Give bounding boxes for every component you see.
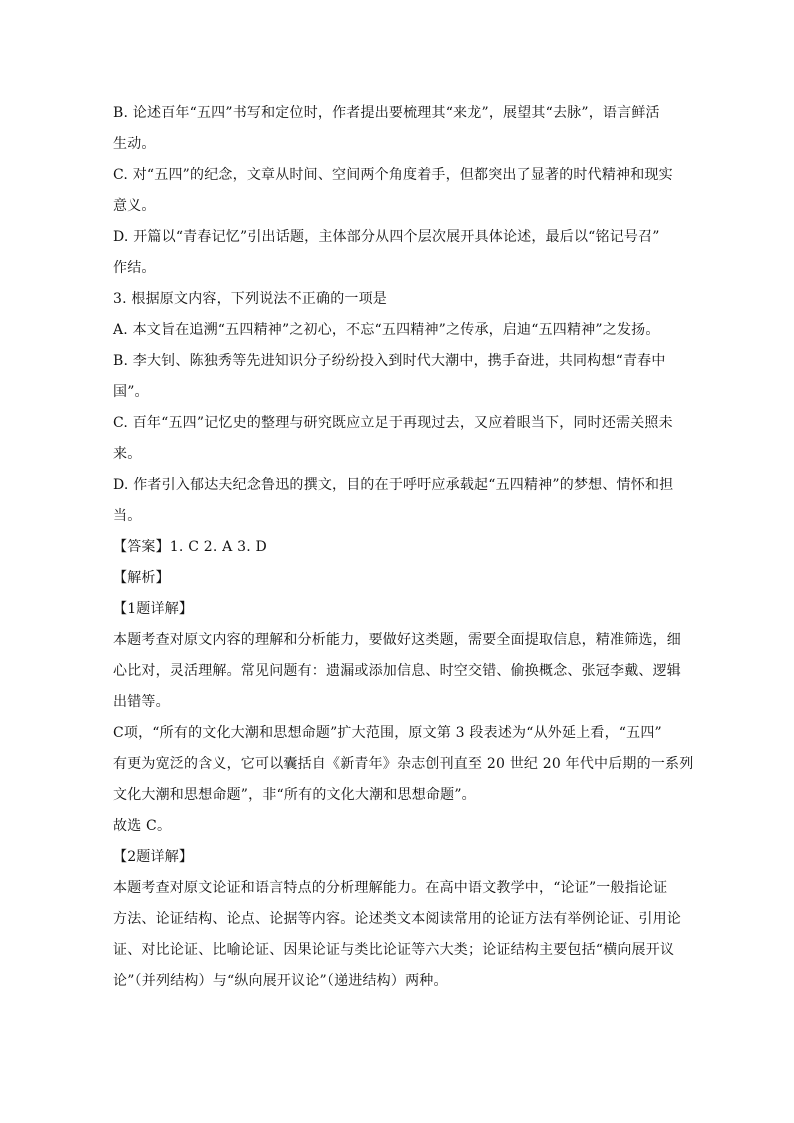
q3-option-a: A. 本文旨在追溯“五四精神”之初心，不忘“五四精神”之传承，启迪“五四精神”之发扬。 — [113, 322, 660, 338]
q1-explanation-line-1: 本题考查对原文内容的理解和分析能力，要做好这类题，需要全面提取信息，精准筛选，细 — [113, 632, 681, 648]
q3-option-d-line-2: 当。 — [113, 508, 142, 524]
q2-explanation-line-2: 方法、论证结构、论点、论据等内容。论述类文本阅读常用的论证方法有举例论证、引用论 — [113, 911, 681, 927]
analysis-heading: 【解析】 — [113, 570, 170, 586]
question-3-stem: 3. 根据原文内容，下列说法不正确的一项是 — [113, 291, 388, 307]
q3-option-b-line-2: 国”。 — [113, 384, 149, 400]
option-b-line-1: B. 论述百年“五四”书写和定位时，作者提出要梳理其“来龙”，展望其“去脉”，语言鲜活 — [113, 105, 660, 121]
q2-explanation-line-4: 论”（并列结构）与“纵向展开议论”（递进结构）两种。 — [113, 973, 448, 989]
q2-explanation-line-1: 本题考查对原文论证和语言特点的分析理解能力。在高中语文教学中，“论证”一般指论证 — [113, 880, 668, 896]
q1-item-c-line-2: 有更为宽泛的含义，它可以囊括自《新青年》杂志创刊直至 20 世纪 20 年代中后期的一系列 — [113, 756, 694, 772]
option-d-line-1: D. 开篇以“青春记忆”引出话题，主体部分从四个层次展开具体论述，最后以“铭记号召” — [113, 229, 660, 245]
option-c-line-2: 意义。 — [113, 198, 156, 214]
q2-explanation-line-3: 证、对比论证、比喻论证、因果论证与类比论证等六大类；论证结构主要包括“横向展开议 — [113, 942, 675, 958]
option-b-line-2: 生动。 — [113, 136, 156, 152]
answer-line: 【答案】1. C 2. A 3. D — [113, 539, 267, 555]
q3-option-b-line-1: B. 李大钊、陈独秀等先进知识分子纷纷投入到时代大潮中，携手奋进，共同构想“青春中 — [113, 353, 666, 369]
q1-choice: 故选 C。 — [113, 818, 172, 834]
document-body — [113, 98, 694, 997]
q2-explanation-heading: 【2题详解】 — [113, 849, 194, 865]
option-c-line-1: C. 对“五四”的纪念，文章从时间、空间两个角度着手，但都突出了显著的时代精神和现实 — [113, 167, 673, 183]
q1-explanation-line-2: 心比对，灵活理解。常见问题有：遗漏或添加信息、时空交错、偷换概念、张冠李戴、逻辑 — [113, 663, 681, 679]
q3-option-c-line-1: C. 百年“五四”记忆史的整理与研究既应立足于再现过去，又应着眼当下，同时还需关照未 — [113, 415, 673, 431]
q1-explanation-heading: 【1题详解】 — [113, 601, 194, 617]
option-d-line-2: 作结。 — [113, 260, 156, 276]
q3-option-d-line-1: D. 作者引入郁达夫纪念鲁迅的撰文，目的在于呼吁应承载起“五四精神”的梦想、情怀和担 — [113, 477, 674, 493]
q1-item-c-line-1: C项，“所有的文化大潮和思想命题”扩大范围，原文第 3 段表述为“从外延上看，“五四” — [113, 725, 662, 741]
q3-option-c-line-2: 来。 — [113, 446, 142, 462]
q1-explanation-line-3: 出错等。 — [113, 694, 170, 710]
q1-item-c-line-3: 文化大潮和思想命题”，非“所有的文化大潮和思想命题”。 — [113, 787, 476, 803]
